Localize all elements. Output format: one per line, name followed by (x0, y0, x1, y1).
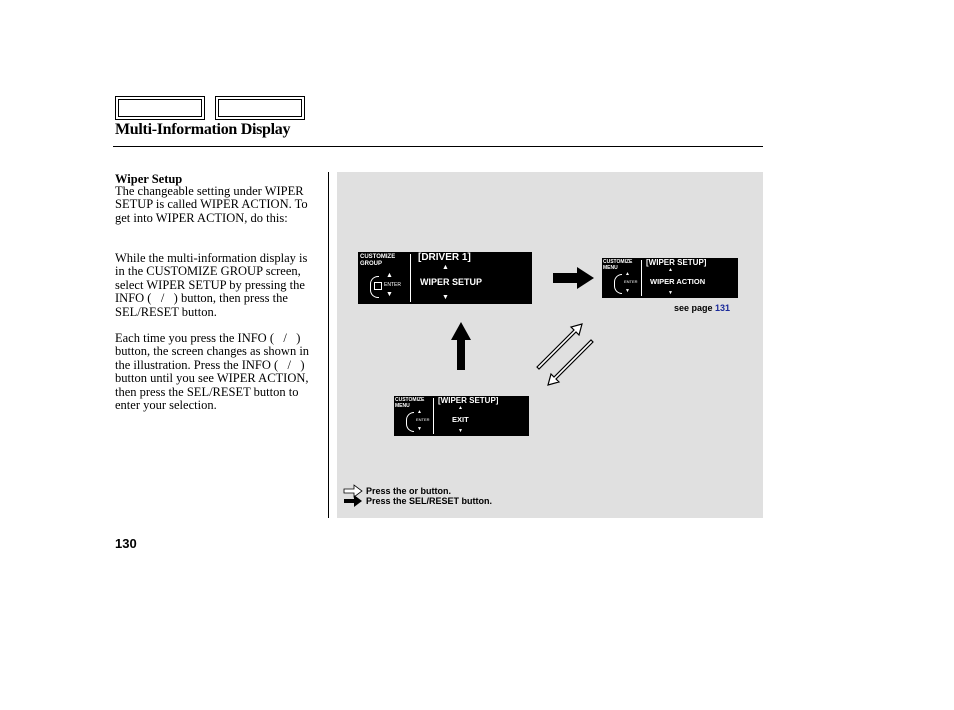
page-number: 130 (115, 536, 137, 551)
enter-label: ENTER (624, 279, 638, 284)
page-title: Multi-Information Display (115, 121, 291, 138)
legend-sel-caption: Press the SEL/RESET button. (366, 496, 493, 506)
lcd-item: WIPER SETUP (420, 277, 483, 287)
down-arrow-icon: ▼ (386, 291, 393, 298)
enter-label: ENTER (384, 282, 401, 288)
lcd-mode-label: CUSTOMIZE GROUP (360, 254, 396, 267)
illustration-panel (337, 172, 763, 518)
lcd-item: WIPER ACTION (650, 277, 706, 286)
lcd-mode-label: CUSTOMIZE MENU (395, 397, 425, 409)
lcd-header: [DRIVER 1] (418, 252, 471, 263)
down-arrow-icon: ▼ (625, 288, 630, 294)
down-arrow-icon: ▼ (442, 294, 449, 301)
down-arrow-icon: ▼ (668, 290, 673, 296)
enter-label: ENTER (416, 417, 430, 422)
see-page-link[interactable]: 131 (715, 303, 731, 313)
up-arrow-icon: ▲ (625, 271, 630, 277)
up-arrow-icon: ▲ (458, 405, 463, 411)
lcd-header: [WIPER SETUP] (438, 396, 499, 405)
info-arrow-up-right (537, 324, 582, 369)
down-arrow-icon: ▼ (417, 426, 422, 432)
sel-legend-arrow-icon (344, 495, 362, 507)
up-arrow-icon: ▲ (386, 272, 393, 279)
paragraph-select: While the multi-information display is in the CUSTOMIZE GROUP screen, select WIPER SETUP by pressing the INFO ( / ) button, then press the SEL/RESET button. (115, 251, 308, 319)
down-arrow-icon: ▼ (458, 428, 463, 434)
header-tab-box-1 (115, 96, 205, 120)
section-heading: Wiper Setup (115, 172, 183, 186)
flow-arrows (337, 172, 763, 518)
up-arrow-icon: ▲ (442, 264, 449, 271)
up-arrow-icon: ▲ (417, 409, 422, 415)
up-arrow-icon: ▲ (668, 267, 673, 273)
sel-reset-arrow-up (451, 322, 471, 370)
column-divider (328, 172, 329, 518)
title-rule (113, 146, 763, 147)
paragraph-cycle: Each time you press the INFO ( / ) button, the screen changes as shown in the illustration. Press the INFO ( / ) button until you see WIPER ACTION, then press the SEL/RESET button to enter your selection. (115, 331, 310, 413)
info-legend-arrow-icon (344, 485, 362, 497)
header-tab-box-2 (215, 96, 305, 120)
lcd-item: EXIT (452, 415, 469, 424)
lcd-mode-label: CUSTOMIZE MENU (603, 259, 633, 271)
info-arrow-down-left (548, 340, 593, 385)
see-page-text: see page (674, 303, 713, 313)
sel-reset-arrow-right (553, 267, 594, 289)
legend-info-caption: Press the or button. (366, 486, 452, 496)
lcd-header: [WIPER SETUP] (646, 258, 707, 267)
paragraph-intro: The changeable setting under WIPER SETUP is called WIPER ACTION. To get into WIPER ACTION, do this: (115, 184, 308, 225)
